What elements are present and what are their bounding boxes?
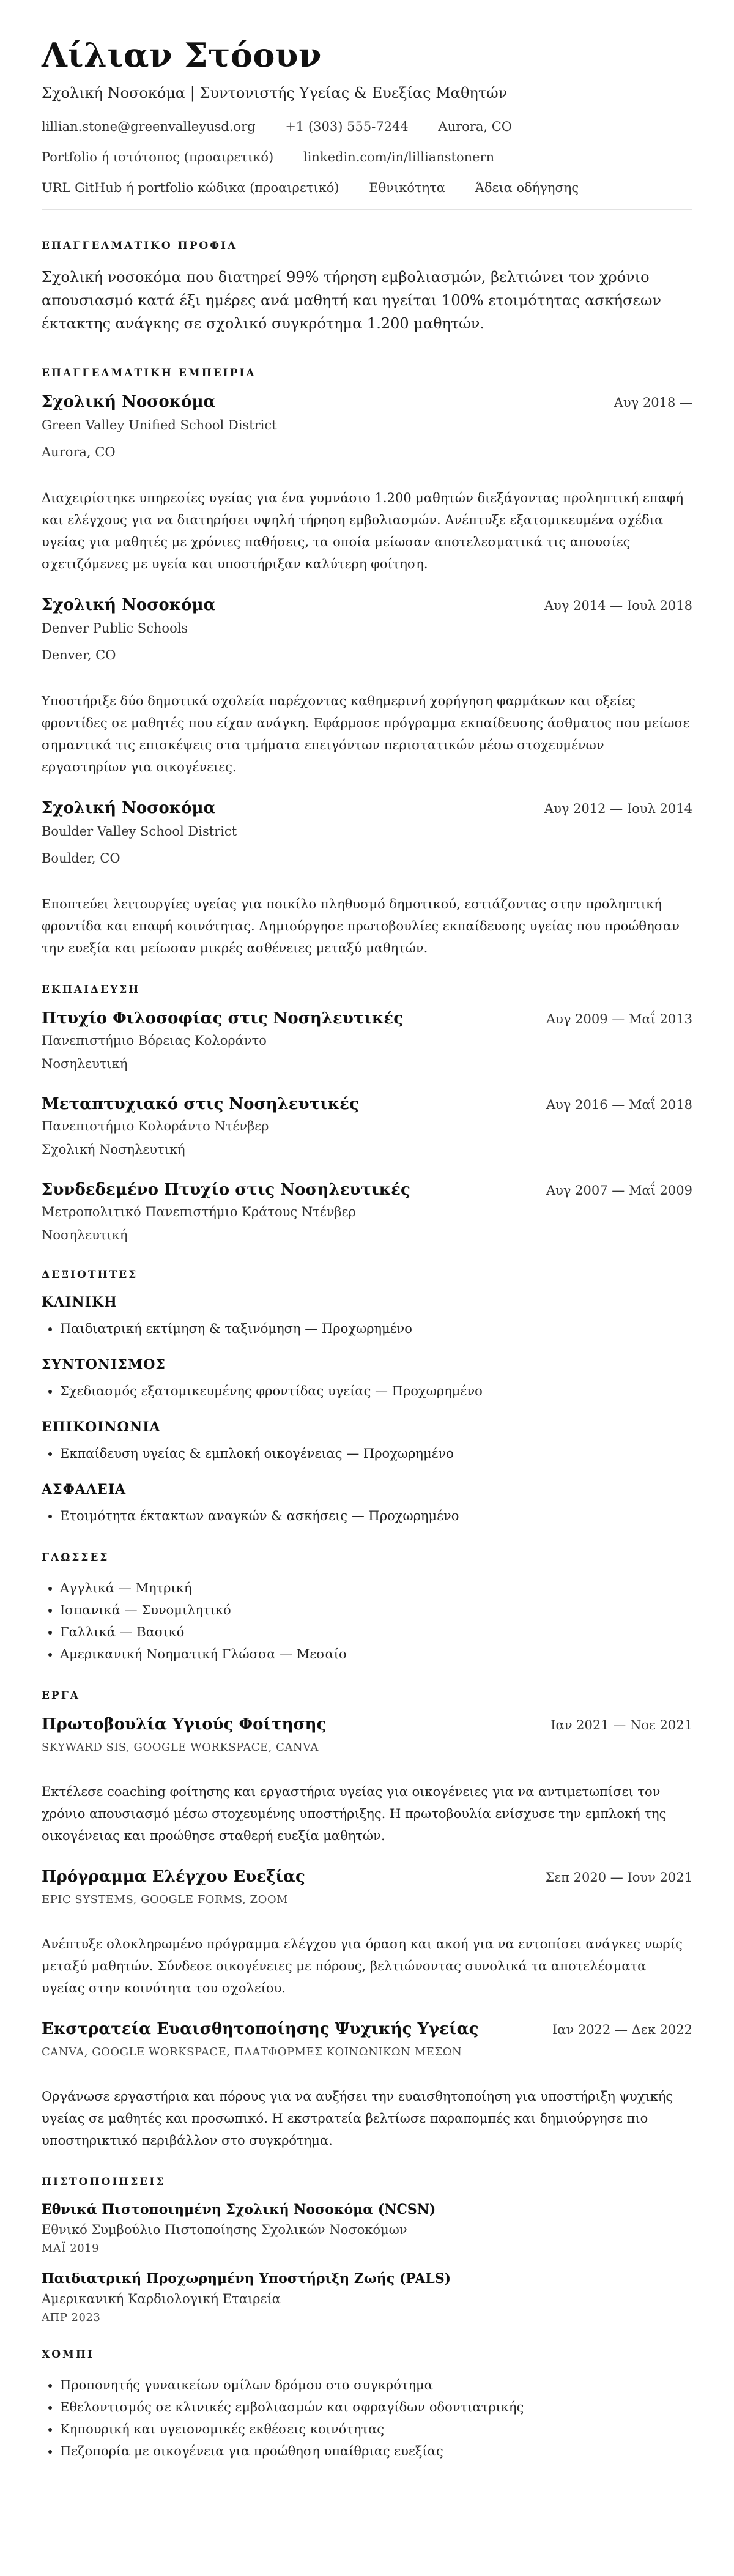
certification-entry bbox=[42, 2271, 692, 2324]
degree-title: Πτυχίο Φιλοσοφίας στις Νοσηλευτικές bbox=[42, 1009, 404, 1028]
job-location: Aurora, CO bbox=[42, 445, 116, 459]
experience-entry bbox=[42, 393, 692, 575]
project-description: Ανέπτυξε ολοκληρωμένο πρόγραμμα ελέγχου για όραση και ακοή για να εντοπίσει ανάγκες νωρίς μεταξύ μαθητών. Σύνδεσε οικογένειες με πόρους, βελτιώνοντας συνολικά τα αποτελέσματα υγείας στην κοινότητα του σχολείου. bbox=[42, 1937, 683, 1995]
section-title: ΔΕΞΙΟΤΗΤΕΣ bbox=[42, 1269, 138, 1281]
section-title: ΕΡΓΑ bbox=[42, 1690, 80, 1702]
skill-item: • Σχεδιασμός εξατομικευμένης φροντίδας υγείας — Προχωρημένο bbox=[60, 1380, 692, 1402]
employer: Green Valley Unified School District bbox=[42, 418, 277, 432]
contact-row bbox=[42, 117, 692, 136]
header-divider bbox=[42, 209, 692, 210]
projects-section bbox=[42, 1690, 692, 2151]
skill-item: • Εκπαίδευση υγείας & εμπλοκή οικογένειας — Προχωρημένο bbox=[60, 1442, 692, 1464]
headline: Σχολική Νοσοκόμα | Συντονιστής Υγείας & Ευεξίας Μαθητών bbox=[42, 84, 508, 102]
section-title: ΠΙΣΤΟΠΟΙΗΣΕΙΣ bbox=[42, 2176, 166, 2188]
experience-entry bbox=[42, 799, 692, 959]
project-description: Εκτέλεσε coaching φοίτησης και εργαστήρια υγείας για οικογένειες για να αντιμετωπίσει τον χρόνιο απουσιασμό μέσω στοχευμένης υποστήριξης. Η πρωτοβουλία ενίσχυσε την εμπλοκή της οικογένειας και προώθησε σταθερή ευεξία μαθητών. bbox=[42, 1784, 667, 1843]
employer: Denver Public Schools bbox=[42, 621, 188, 636]
section-title: ΓΛΩΣΣΕΣ bbox=[42, 1551, 109, 1564]
project-name: Πρωτοβουλία Υγιούς Φοίτησης bbox=[42, 1715, 327, 1734]
project-tech: EPIC SYSTEMS, GOOGLE FORMS, ZOOM bbox=[42, 1893, 289, 1906]
education-entry bbox=[42, 1181, 692, 1244]
certification-entry bbox=[42, 2202, 692, 2255]
hobby-item: • Πεζοπορία με οικογένεια για προώθηση υπαίθριας ευεξίας bbox=[60, 2440, 692, 2462]
hobby-item: • Εθελοντισμός σε κλινικές εμβολιασμών και σφραγίδων οδοντιατρικής bbox=[60, 2396, 692, 2418]
education-section bbox=[42, 984, 692, 1244]
section-title: ΧΟΜΠΙ bbox=[42, 2348, 94, 2361]
job-location: Boulder, CO bbox=[42, 851, 120, 866]
education-dates: Αυγ 2009 — Μαΐ 2013 bbox=[546, 1012, 692, 1026]
skill-list bbox=[42, 1318, 692, 1340]
job-title: Σχολική Νοσοκόμα bbox=[42, 596, 216, 614]
certification-issuer: Αμερικανική Καρδιολογική Εταιρεία bbox=[42, 2292, 281, 2306]
skill-list bbox=[42, 1442, 692, 1464]
certification-name: Παιδιατρική Προχωρημένη Υποστήριξη Ζωής (PALS) bbox=[42, 2271, 451, 2287]
section-title: ΕΠΑΓΓΕΛΜΑΤΙΚΗ ΕΜΠΕΙΡΙΑ bbox=[42, 367, 256, 379]
skill-item: • Ετοιμότητα έκτακτων αναγκών & ασκήσεις — Προχωρημένο bbox=[60, 1505, 692, 1527]
skill-category: ΑΣΦΑΛΕΙΑ bbox=[42, 1482, 127, 1498]
degree-title: Μεταπτυχιακό στις Νοσηλευτικές bbox=[42, 1095, 359, 1113]
profile-section bbox=[42, 240, 692, 335]
hobby-item: • Κηπουρική και υγειονομικές εκθέσεις κοινότητας bbox=[60, 2418, 692, 2440]
certifications-section bbox=[42, 2176, 692, 2324]
education-dates: Αυγ 2016 — Μαΐ 2018 bbox=[546, 1097, 692, 1112]
project-dates: Σεπ 2020 — Ιουν 2021 bbox=[545, 1870, 692, 1885]
skill-category: ΕΠΙΚΟΙΝΩΝΙΑ bbox=[42, 1419, 161, 1435]
links-row bbox=[42, 148, 692, 166]
job-location: Denver, CO bbox=[42, 648, 116, 663]
certification-date: ΜΑΪ 2019 bbox=[42, 2242, 100, 2255]
certification-date: ΑΠΡ 2023 bbox=[42, 2311, 101, 2324]
project-entry bbox=[42, 1715, 692, 1847]
language-list bbox=[42, 1577, 692, 1665]
phone-text: +1 (303) 555-7244 bbox=[285, 119, 409, 134]
extra-row bbox=[42, 179, 692, 197]
project-dates: Ιαν 2022 — Δεκ 2022 bbox=[552, 2022, 692, 2037]
job-dates: Αυγ 2018 — bbox=[614, 395, 692, 410]
skill-category: ΣΥΝΤΟΝΙΣΜΟΣ bbox=[42, 1357, 166, 1373]
profile-summary: Σχολική νοσοκόμα που διατηρεί 99% τήρηση εμβολιασμών, βελτιώνει τον χρόνιο απουσιασμό κατά έξι ημέρες ανά μαθητή και ηγείται 100% ετοιμότητας ασκήσεων έκτακτης ανάγκης σε σχολικό συγκρότημα 1.200 μαθητών. bbox=[42, 269, 662, 332]
section-title: ΕΚΠΑΙΔΕΥΣΗ bbox=[42, 984, 141, 996]
hobbies-section bbox=[42, 2348, 692, 2462]
job-description: Εποπτεύει λειτουργίες υγείας για ποικίλο πληθυσμό δημοτικού, εστιάζοντας στην προληπτική φροντίδα και επαφή κοινότητας. Δημιούργησε πρωτοβουλίες εκπαίδευσης υγείας που προώθησαν την ευεξία και μείωσαν μικρές ασθένειες μεταξύ μαθητών. bbox=[42, 897, 680, 956]
school-name: Πανεπιστήμιο Βόρειας Κολοράντο bbox=[42, 1033, 267, 1048]
field-of-study: Νοσηλευτική bbox=[42, 1228, 128, 1242]
portfolio-link[interactable]: Portfolio ή ιστότοπος (προαιρετικό) bbox=[42, 150, 274, 165]
github-link[interactable]: URL GitHub ή portfolio κώδικα (προαιρετικό) bbox=[42, 180, 339, 195]
degree-title: Συνδεδεμένο Πτυχίο στις Νοσηλευτικές bbox=[42, 1181, 410, 1199]
hobby-list bbox=[42, 2374, 692, 2462]
project-entry bbox=[42, 2020, 692, 2151]
education-dates: Αυγ 2007 — Μαΐ 2009 bbox=[546, 1183, 692, 1198]
experience-section bbox=[42, 367, 692, 959]
languages-section bbox=[42, 1551, 692, 1665]
skills-section bbox=[42, 1269, 692, 1527]
skill-list bbox=[42, 1505, 692, 1527]
skill-list bbox=[42, 1380, 692, 1402]
job-description: Διαχειρίστηκε υπηρεσίες υγείας για ένα γυμνάσιο 1.200 μαθητών διεξάγοντας προληπτική επαφή και ελέγχους για να διατηρήσει υψηλή τήρηση εμβολιασμών. Ανέπτυξε εξατομικευμένα σχέδια υγείας για μαθητές με χρόνιες παθήσεις, τα οποία μείωσαν αποτελεσματικά τις απουσίες σχετιζόμενες με υγεία και υποστήριξαν καλύτερη φοίτηση. bbox=[42, 491, 684, 571]
field-of-study: Σχολική Νοσηλευτική bbox=[42, 1142, 185, 1157]
section-title: ΕΠΑΓΓΕΛΜΑΤΙΚΟ ΠΡΟΦΙΛ bbox=[42, 240, 238, 252]
project-description: Οργάνωσε εργαστήρια και πόρους για να αυξήσει την ευαισθητοποίηση για υποστήριξη ψυχικής υγείας σε μαθητές και προσωπικό. Η εκστρατεία βελτίωσε παραπομπές και δημιούργησε πιο υποστηρικτικό περιβάλλον στο συγκρότημα. bbox=[42, 2089, 673, 2148]
project-dates: Ιαν 2021 — Νοε 2021 bbox=[550, 1718, 692, 1732]
certification-issuer: Εθνικό Συμβούλιο Πιστοποίησης Σχολικών Νοσοκόμων bbox=[42, 2222, 407, 2237]
job-dates: Αυγ 2012 — Ιουλ 2014 bbox=[544, 801, 692, 816]
project-name: Εκστρατεία Ευαισθητοποίησης Ψυχικής Υγείας bbox=[42, 2020, 479, 2038]
location-text: Aurora, CO bbox=[438, 119, 512, 134]
education-entry bbox=[42, 1095, 692, 1159]
employer: Boulder Valley School District bbox=[42, 824, 237, 839]
candidate-name: Λίλιαν Στόουν bbox=[42, 35, 322, 75]
experience-entry bbox=[42, 596, 692, 778]
linkedin-link[interactable]: linkedin.com/in/lillianstonern bbox=[303, 150, 495, 165]
school-name: Πανεπιστήμιο Κολοράντο Ντένβερ bbox=[42, 1119, 269, 1134]
language-item: • Αγγλικά — Μητρική bbox=[60, 1577, 692, 1599]
job-title: Σχολική Νοσοκόμα bbox=[42, 393, 216, 411]
project-entry bbox=[42, 1868, 692, 1999]
skill-category: ΚΛΙΝΙΚΗ bbox=[42, 1294, 117, 1310]
hobby-item: • Προπονητής γυναικείων ομίλων δρόμου στο συγκρότημα bbox=[60, 2374, 692, 2396]
work-permit-text: Άδεια οδήγησης bbox=[475, 180, 579, 195]
job-dates: Αυγ 2014 — Ιουλ 2018 bbox=[544, 598, 692, 613]
language-item: • Αμερικανική Νοηματική Γλώσσα — Μεσαίο bbox=[60, 1643, 692, 1665]
job-description: Υποστήριξε δύο δημοτικά σχολεία παρέχοντας καθημερινή χορήγηση φαρμάκων και οξείες φροντίδες σε μαθητές που είχαν ανάγκη. Εφάρμοσε πρόγραμμα εκπαίδευσης άσθματος που μείωσε σημαντικά τις επισκέψεις στα τμήματα επειγόντων περιστατικών μέσω στοχευμένων εργαστηρίων για οικογένειες. bbox=[42, 694, 690, 774]
language-item: • Γαλλικά — Βασικό bbox=[60, 1621, 692, 1643]
field-of-study: Νοσηλευτική bbox=[42, 1056, 128, 1071]
certification-name: Εθνικά Πιστοποιημένη Σχολική Νοσοκόμα (NCSN) bbox=[42, 2202, 436, 2218]
education-entry bbox=[42, 1009, 692, 1073]
citizenship-text: Εθνικότητα bbox=[369, 180, 445, 195]
school-name: Μετροπολιτικό Πανεπιστήμιο Κράτους Ντένβερ bbox=[42, 1204, 356, 1219]
skill-item: • Παιδιατρική εκτίμηση & ταξινόμηση — Προχωρημένο bbox=[60, 1318, 692, 1340]
email-link[interactable]: lillian.stone@greenvalleyusd.org bbox=[42, 119, 256, 134]
project-tech: SKYWARD SIS, GOOGLE WORKSPACE, CANVA bbox=[42, 1741, 319, 1754]
language-item: • Ισπανικά — Συνομιλητικό bbox=[60, 1599, 692, 1621]
project-name: Πρόγραμμα Ελέγχου Ευεξίας bbox=[42, 1868, 305, 1886]
project-tech: CANVA, GOOGLE WORKSPACE, ΠΛΑΤΦΟΡΜΕΣ ΚΟΙΝΩΝΙΚΩΝ ΜΕΣΩΝ bbox=[42, 2046, 462, 2058]
job-title: Σχολική Νοσοκόμα bbox=[42, 799, 216, 817]
